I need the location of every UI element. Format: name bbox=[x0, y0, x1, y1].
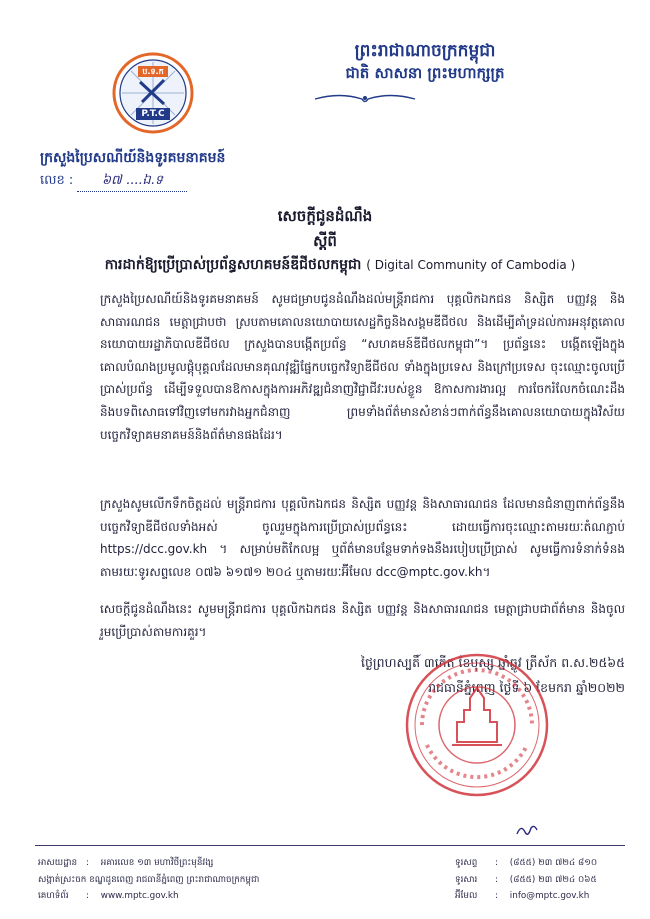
initials-icon bbox=[515, 822, 539, 840]
ornament-divider bbox=[310, 92, 420, 110]
logo-bottom-text: P.T.C bbox=[141, 109, 165, 119]
address-line-2: សង្កាត់ស្រះចក ខណ្ឌដូនពេញ រាជធានីភ្នំពេញ ព្រះរាជាណាចក្រកម្ពុជា bbox=[38, 874, 260, 885]
ornament-icon bbox=[310, 92, 420, 106]
email-address[interactable]: info@mptc.gov.kh bbox=[509, 891, 590, 901]
subject-khmer: ការដាក់ឱ្យប្រើប្រាស់ប្រព័ន្ធសហគមន៍ឌីជីថលកម្ពុជា bbox=[104, 257, 362, 273]
address-line-1: អគារលេខ ១៣ មហាវិថីព្រះមុនីវង្ស bbox=[100, 858, 214, 868]
logo-top-text: ប.ទ.ក bbox=[142, 67, 164, 76]
notice-about: ស្តីពី bbox=[313, 232, 337, 250]
ministry-name: ក្រសួងប្រៃសណីយ៍និងទូរគមនាគមន៍ bbox=[40, 150, 226, 166]
phone-label: ទូរសព្ទ bbox=[455, 858, 478, 868]
footer-contact-block bbox=[455, 855, 635, 905]
notice-title: សេចក្តីជូនដំណឹង bbox=[277, 207, 373, 225]
body-paragraph-1: ក្រសួងប្រៃសណីយ៍និងទូរគមនាគមន៍ សូមជម្រាបជូនដំណឹងដល់មន្ត្រីរាជការ បុគ្គលិកឯកជន និស្សិត បញ្ញវន្ត និងសាធារណជន មេត្តាជ្រាបថា ស្របតាមគោលនយោបាយសេដ្ឋកិច្ចនិងសង្គមឌីជីថល និងដើម្បីគាំទ្រដល់ការអនុវត្តគោលនយោបាយរដ្ឋាភិបាលឌីជីថល ក្រសួងបានបង្កើតប្រព័ន្ធ “សហគមន៍ឌីជីថលកម្ពុជា”។ ប្រព័ន្ធនេះ បង្កើតឡើងក្នុងគោលបំណងប្រមូលផ្តុំបុគ្គលដែលមានគុណវុឌ្ឍិផ្នែកបច្ចេកវិទ្យាឌីជីថល ទាំងក្នុងប្រទេស និងក្រៅប្រទេស ចុះឈ្មោះចូលប្រើប្រាស់ប្រព័ន្ធ ដើម្បីទទួលបានឱកាសក្នុងការអភិវឌ្ឍជំនាញវិជ្ជាជីវៈរបស់ខ្លួន ឱកាសការងារល្អ ការចែករំលែកចំណេះដឹងនិងបទពិសោធទៅវិញទៅមករវាងអ្នកជំនាញ ព្រមទាំងព័ត៌មានសំខាន់ៗពាក់ព័ន្ធនឹងគោលនយោបាយក្នុងវិស័យបច្ចេកវិទ្យាគមនាគមន៍និងព័ត៌មានផងដែរ។ bbox=[100, 292, 625, 442]
ministry-logo bbox=[112, 52, 194, 134]
reference-number bbox=[40, 172, 187, 192]
footer-address-block bbox=[38, 855, 368, 905]
footer-email-row: អ៊ីមែល : info@mptc.gov.kh bbox=[455, 888, 635, 905]
national-motto: ជាតិ សាសនា ព្រះមហាក្សត្រ bbox=[345, 63, 505, 82]
fax-number: (៨៥៥) ២៣ ៧២៤ ០៦៥ bbox=[509, 874, 597, 885]
website-label: គេហទំព័រ bbox=[38, 891, 69, 901]
reference-value: ៦៧ ....ឯ.ទ bbox=[77, 172, 187, 192]
lunar-date: ថ្ងៃព្រហស្បតិ៍ ៣កើត ខែបុស្ស ឆ្នាំឆ្លូវ ត្រីស័ក ព.ស.២៥៦៥ bbox=[361, 655, 625, 670]
website-link[interactable]: www.mptc.gov.kh bbox=[100, 891, 179, 901]
kingdom-name: ព្រះរាជាណាចក្រកម្ពុជា bbox=[354, 41, 496, 61]
footer-website-row: គេហទំព័រ : www.mptc.gov.kh bbox=[38, 888, 368, 905]
reference-label: លេខ : bbox=[40, 173, 74, 188]
address-label: អាសយដ្ឋាន bbox=[38, 858, 78, 868]
footer-address-row: អាសយដ្ឋាន : អគារលេខ ១៣ មហាវិថីព្រះមុនីវង្ស bbox=[38, 855, 368, 872]
phone-number: (៨៥៥) ២៣ ៧២៤ ៨១០ bbox=[509, 858, 598, 868]
body-paragraph-2: ក្រសួងសូមលើកទឹកចិត្តដល់ មន្ត្រីរាជការ បុគ្គលិកឯកជន និស្សិត បញ្ញវន្ត និងសាធារណជន ដែលមានជំនាញពាក់ព័ន្ធនឹងបច្ចេកវិទ្យាឌីជីថលទាំងអស់ ចូលរួមក្នុងការប្រើប្រាស់ប្រព័ន្ធនេះ ដោយធ្វើការចុះឈ្មោះតាមរយៈតំណភ្ជាប់ https://dcc.gov.kh ។ សម្រាប់មតិកែលម្អ ឬព័ត៌មានបន្ថែមទាក់ទងនឹងរបៀបប្រើប្រាស់ សូមធ្វើការទំនាក់ទំនងតាមរយៈទូរសព្ទលេខ ០៧៦ ៦១៧១ ២០៤ ឬតាមរយៈអ៊ីមែល dcc@mptc.gov.kh។ bbox=[100, 497, 625, 579]
kingdom-header bbox=[225, 40, 625, 83]
footer-phone-row: ទូរសព្ទ : (៨៥៥) ២៣ ៧២៤ ៨១០ bbox=[455, 855, 635, 872]
body-paragraph-3: សេចក្តីជូនដំណឹងនេះ សូមមន្ត្រីរាជការ បុគ្គលិកឯកជន និស្សិត បញ្ញវន្ត និងសាធារណជន មេត្តាជ្រាបជាព័ត៌មាន និងចូលរួមប្រើប្រាស់តាមការគួរ។ bbox=[100, 602, 625, 639]
solar-date: រាជធានីភ្នំពេញ ថ្ងៃទី ៦ ខែមករា ឆ្នាំ២០២២ bbox=[428, 680, 625, 695]
official-seal bbox=[402, 650, 552, 800]
ptc-logo-icon bbox=[112, 52, 194, 134]
footer-divider bbox=[35, 845, 625, 846]
notice-subject bbox=[60, 255, 620, 276]
seal-stamp-icon bbox=[402, 650, 552, 800]
subject-english: ( Digital Community of Cambodia ) bbox=[366, 258, 576, 272]
signature-mark bbox=[515, 822, 539, 840]
footer-fax-row: ទូរសារ : (៨៥៥) ២៣ ៧២៤ ០៦៥ bbox=[455, 872, 635, 889]
footer-address-row-2 bbox=[38, 872, 368, 889]
email-label: អ៊ីមែល bbox=[455, 891, 478, 901]
fax-label: ទូរសារ bbox=[455, 874, 478, 885]
